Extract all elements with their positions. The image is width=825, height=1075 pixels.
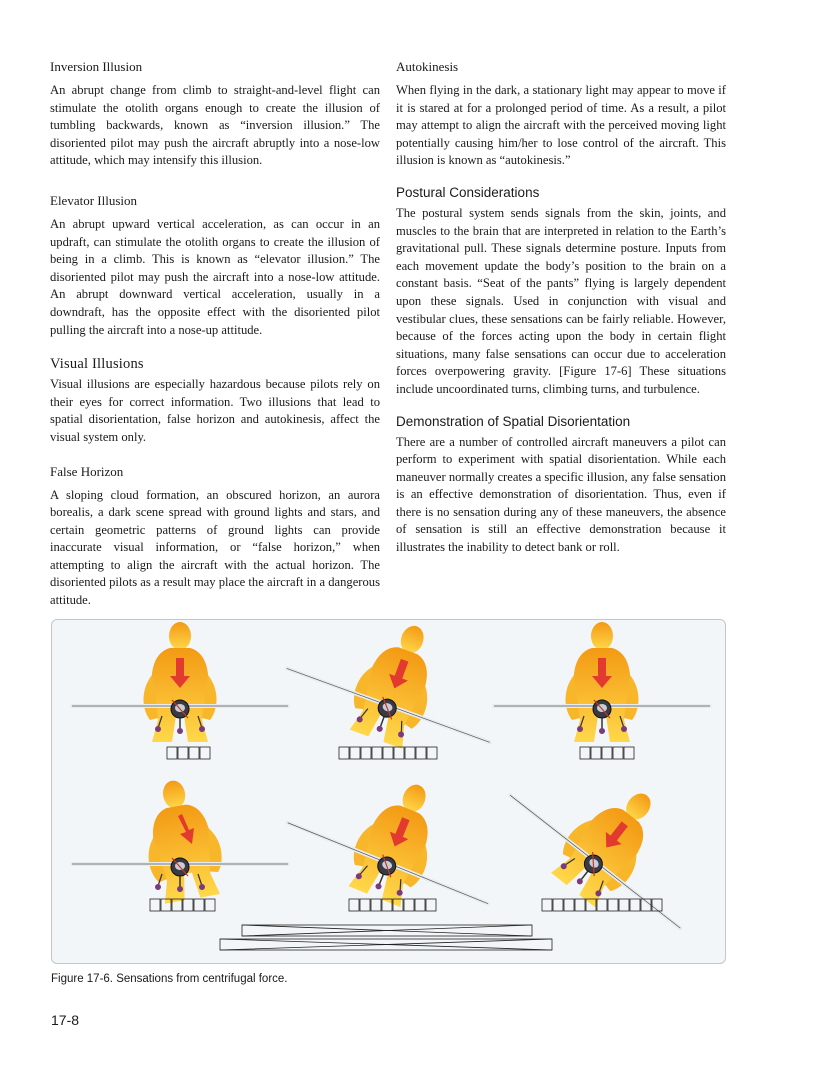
section-heading: Elevator Illusion	[50, 192, 138, 208]
section-false-horizon	[50, 463, 380, 610]
section-heading: False Horizon	[50, 463, 124, 479]
section-heading: Visual Illusions	[50, 356, 144, 373]
figure-caption: Figure 17-6. Sensations from centrifugal force.	[51, 973, 288, 985]
section-demonstration	[396, 413, 726, 557]
section-paragraph: An abrupt change from climb to straight-and-level flight can stimulate the otolith organs enough to create the illusion of tumbling backwards, known as “inversion illusion.” The disoriented pilot may push the aircraft abruptly into a nose-low attitude, which may intensify this illusion.	[50, 83, 380, 168]
illegible-caption-line-2	[220, 939, 552, 950]
illustration-level-flight	[72, 622, 288, 759]
page-number: 17-8	[51, 1012, 80, 1028]
illustration-steep-bank	[488, 729, 725, 957]
section-paragraph: A sloping cloud formation, an obscured horizon, an aurora borealis, a dark scene spread with ground lights and stars, and certain geometric patterns of ground lights can provide inaccurate visual information, or “false horizon,” when attempting to align the aircraft with the actual horizon. The disoriented pilots as a result may place the aircraft in a dangerous attitude.	[50, 487, 380, 608]
illegible-label-2	[339, 747, 437, 759]
illustration-banked-coordinated	[274, 620, 518, 776]
section-heading: Inversion Illusion	[50, 59, 143, 74]
section-paragraph: An abrupt upward vertical acceleration, as can occur in an updraft, can stimulate the otolith organs to create the illusion of being in a climb. This is known as “elevator illusion.” The disoriented pilot may push the aircraft into a nose-low attitude. An abrupt downward vertical acceleration, usually in a downdraft, has the opposite effect with the disoriented pilot pulling the aircraft into a nose-up attitude.	[50, 216, 380, 337]
illegible-label-4	[150, 899, 215, 911]
left-column	[50, 58, 380, 624]
section-paragraph: The postural system sends signals from the skin, joints, and muscles to the brain that are interpreted in relation to the Earth’s gravitational pull. These signals determine posture. Inputs from each movement update the body’s position to the brain on a constant basis. “Seat of the pants” flying is largely dependent upon these signals. Used in conjunction with visual and vestibular clues, these sensations can be fairly reliable. However, because of the forces acting upon the body in certain flight situations, many false sensations can occur due to acceleration forces overpowering gravity. [Figure 17-6] These situations include uncoordinated turns, climbing turns, and turbulence.	[396, 205, 726, 396]
section-heading: Autokinesis	[396, 59, 459, 74]
section-visual-illusions	[50, 355, 380, 446]
section-elevator-illusion	[50, 192, 380, 339]
section-paragraph: Visual illusions are especially hazardous because pilots rely on their eyes for correct information. Two illusions that lead to spatial disorientation, false horizon and autokinesis, affect the visual system only.	[50, 377, 380, 444]
section-paragraph: When flying in the dark, a stationary light may appear to move if it is stared at for a prolonged period of time. As a result, a pilot may attempt to align the aircraft with the perceived moving light potentially causing him/her to lose control of the aircraft. This illusion is known as “autokinesis.”	[396, 83, 726, 168]
illustration-level-recovery	[494, 622, 710, 759]
illegible-label-3	[580, 747, 634, 759]
section-postural-considerations	[396, 184, 726, 399]
illegible-label-1	[167, 747, 210, 759]
section-autokinesis	[396, 58, 726, 170]
right-column	[396, 58, 726, 571]
illustration-skid	[72, 774, 288, 911]
figure-drawing	[52, 620, 725, 963]
illustration-slip	[274, 745, 519, 937]
section-paragraph: There are a number of controlled aircraft maneuvers a pilot can perform to experiment with spatial disorientation. While each maneuver normally creates a specific illusion, any false sensation is an effective demonstration of disorientation. Thus, even if there is no sensation during any of these maneuvers, the absence of sensation is still an effective demonstration because it illustrates the inability to detect bank or roll.	[396, 434, 726, 555]
section-heading: Postural Considerations	[396, 184, 540, 200]
illegible-caption-line-1	[242, 925, 532, 936]
section-inversion-illusion	[50, 58, 380, 170]
section-heading: Demonstration of Spatial Disorientation	[396, 413, 631, 429]
figure-illustration	[51, 619, 726, 964]
